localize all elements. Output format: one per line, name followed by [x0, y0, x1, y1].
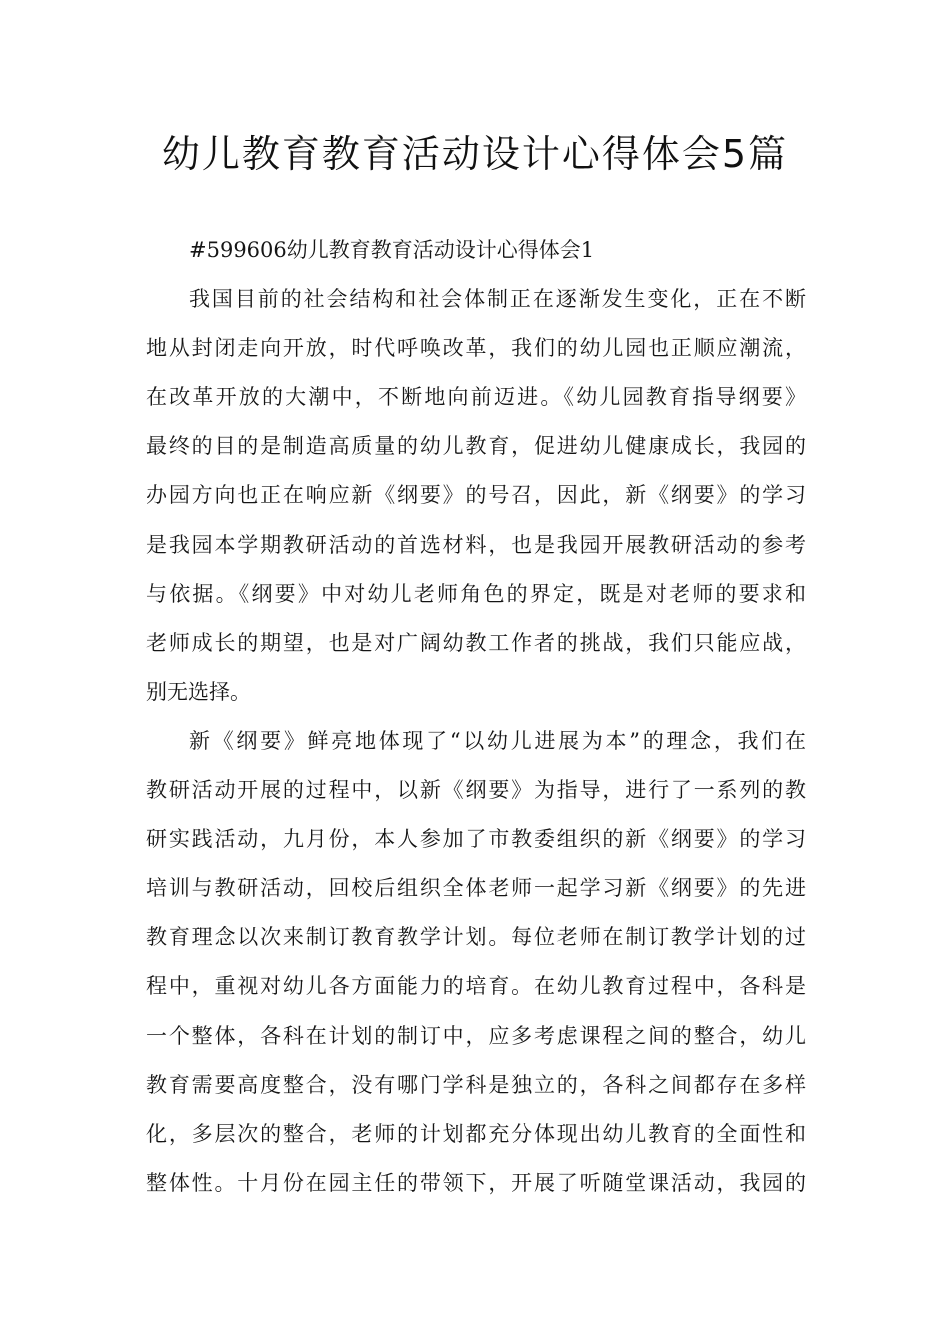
text-line: 办园方向也正在响应新《纲要》的号召，因此，新《纲要》的学习 [146, 483, 806, 508]
text-line: 一个整体，各科在计划的制订中，应多考虑课程之间的整合，幼儿 [146, 1023, 806, 1048]
text-line: 程中，重视对幼儿各方面能力的培育。在幼儿教育过程中，各科是 [146, 974, 806, 999]
text-line: 教育需要高度整合，没有哪门学科是独立的，各科之间都存在多样 [146, 1072, 806, 1097]
document-body [146, 226, 806, 1208]
text-line: #599606幼儿教育教育活动设计心得体会1 [189, 238, 595, 262]
text-line: 整体性。十月份在园主任的带领下，开展了听随堂课活动，我园的 [146, 1170, 806, 1195]
text-line: 教研活动开展的过程中，以新《纲要》为指导，进行了一系列的教 [146, 778, 806, 803]
text-line: 我国目前的社会结构和社会体制正在逐渐发生变化，正在不断 [189, 287, 806, 312]
text-line: 培训与教研活动，回校后组织全体老师一起学习新《纲要》的先进 [146, 876, 806, 901]
text-line: 化，多层次的整合，老师的计划都充分体现出幼儿教育的全面性和 [146, 1121, 806, 1146]
document-title: 幼儿教育教育活动设计心得体会5篇 [161, 132, 789, 176]
text-line: 在改革开放的大潮中，不断地向前迈进。《幼儿园教育指导纲要》 [146, 385, 806, 410]
text-line: 与依据。《纲要》中对幼儿老师角色的界定，既是对老师的要求和 [146, 581, 806, 606]
text-line: 研实践活动，九月份，本人参加了市教委组织的新《纲要》的学习 [146, 827, 806, 852]
text-line: 最终的目的是制造高质量的幼儿教育，促进幼儿健康成长，我园的 [146, 434, 806, 459]
text-line: 地从封闭走向开放，时代呼唤改革，我们的幼儿园也正顺应潮流， [146, 336, 806, 361]
text-line: 新《纲要》鲜亮地体现了“以幼儿进展为本”的理念，我们在 [189, 728, 806, 753]
text-line: 是我园本学期教研活动的首选材料，也是我园开展教研活动的参考 [146, 532, 806, 557]
text-line: 老师成长的期望，也是对广阔幼教工作者的挑战，我们只能应战， [146, 630, 806, 655]
text-line: 教育理念以次来制订教育教学计划。每位老师在制订教学计划的过 [146, 925, 806, 950]
text-line: 别无选择。 [146, 679, 251, 704]
